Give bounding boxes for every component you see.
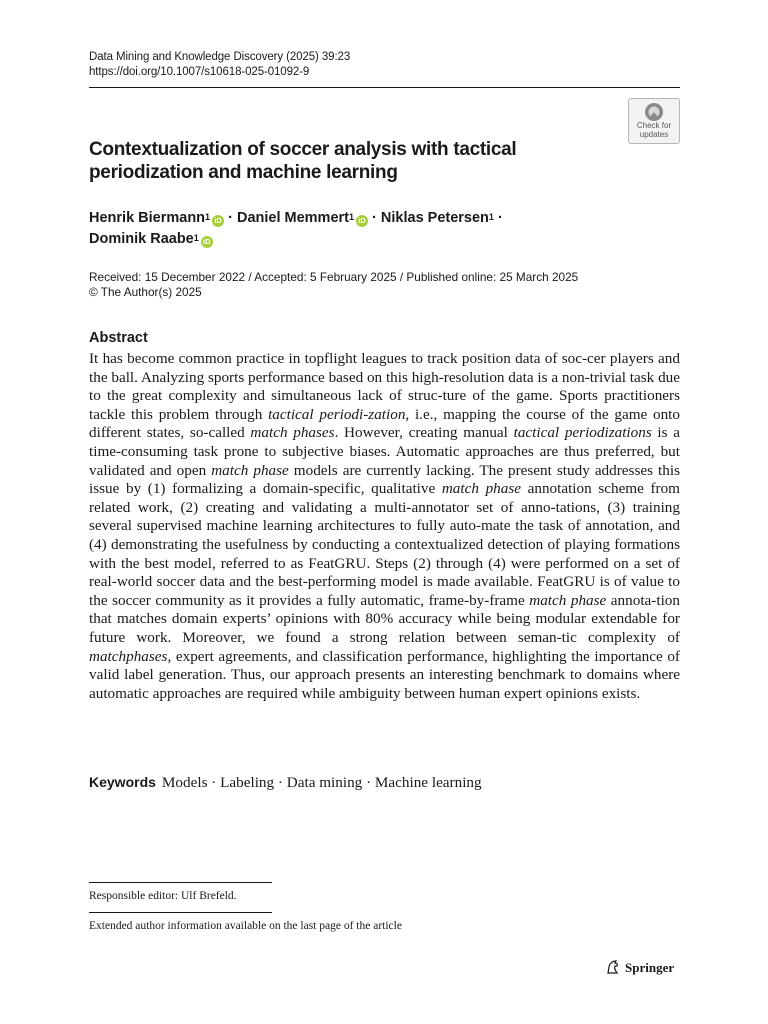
orcid-icon[interactable]: iD <box>356 215 368 227</box>
journal-citation: Data Mining and Knowledge Discovery (2025) 39:23 <box>89 51 351 63</box>
badge-label-2: updates <box>639 129 669 139</box>
keywords-label: Keywords <box>89 774 156 790</box>
publisher-name: Springer <box>625 960 675 975</box>
check-for-updates-icon <box>643 102 665 122</box>
author-separator: · <box>497 210 503 226</box>
badge-label-1: Check for <box>636 121 672 130</box>
author-line-1 <box>89 208 609 229</box>
author-line-2 <box>89 229 609 250</box>
history-line: Received: 15 December 2022 / Accepted: 5 February 2025 / Published online: 25 March 2025 <box>89 270 579 284</box>
affiliation-marker: 1 <box>348 212 354 222</box>
abstract-segment: , expert agreements, and classification performance, highlighting the importance of valid label generation. Thus, our approach presents an interesting benchmark to domains where automatic approaches are required while ambiguity between human expert opinions exists. <box>89 647 680 702</box>
footnote-rule <box>89 882 272 883</box>
abstract-term: matchphases <box>89 647 168 665</box>
orcid-icon[interactable]: iD <box>201 236 213 248</box>
abstract-heading: Abstract <box>89 330 148 346</box>
author-name: Daniel Memmert <box>236 210 349 226</box>
paper-title <box>89 138 609 184</box>
publication-dates <box>89 270 578 300</box>
copyright-line: © The Author(s) 2025 <box>89 285 202 299</box>
author-name: Henrik Biermann <box>89 210 206 226</box>
abstract-segment: annota-tion that matches domain experts’ opinions with 80% accuracy while being modular extendable for future work. Moreover, we found a strong relation between seman-tic complexity of <box>89 591 680 646</box>
abstract-segment: , i.e., mapping the course of the game onto different states, so-called <box>89 405 680 442</box>
editor-footnote: Responsible editor: Ulf Brefeld. <box>89 890 237 902</box>
check-for-updates-badge[interactable] <box>628 98 680 144</box>
author-name: Niklas Petersen <box>380 210 489 226</box>
abstract-segment: annotation scheme from related work, (2) creating and validating a multi-annotator set of anno-tations, (3) training several supervised machine learning architectures to fully auto-mate the task of annotation, and (4) demonstrating the usefulness by conducting a contextualized detection of playing formations with the best model, referred to as FeatGRU. Steps (2) through (4) were performed on a set of real-world soccer data and the best-performing model is made available. FeatGRU is of value to the soccer community as it provides a fully automatic, frame-by-frame <box>89 480 680 609</box>
author-separator: · <box>372 210 377 226</box>
abstract-text <box>89 350 680 703</box>
affiliation-marker: 1 <box>488 212 494 222</box>
author-info-footnote: Extended author information available on the last page of the article <box>89 920 402 932</box>
abstract-segment: It has become common practice in topflight leagues to track position data of soc-cer players and the ball. Analyzing sports performance based on this high-resolution data is a non-trivial task due to the great complexity and simultaneous lack of struc-ture of the game. Sports practitioners tackle this problem through <box>89 350 680 423</box>
author-separator: · <box>228 210 233 226</box>
title-line-1: Contextualization of soccer analysis with tactical <box>89 139 517 160</box>
orcid-icon[interactable]: iD <box>212 215 224 227</box>
abstract-term: match phases <box>250 424 335 442</box>
abstract-term: tactical periodi-zation <box>268 405 406 423</box>
springer-horse-icon <box>605 959 621 975</box>
springer-logo <box>605 959 674 976</box>
doi-link[interactable]: https://doi.org/10.1007/s10618-025-01092-9 <box>89 66 310 78</box>
abstract-segment: models are currently lacking. The present study addresses this issue by (1) formalizing a domain-specific, qualitative <box>89 461 680 498</box>
abstract-term: match phase <box>529 591 607 609</box>
abstract-term: tactical periodizations <box>513 424 652 442</box>
abstract-segment: . However, creating manual <box>334 424 514 442</box>
keywords <box>89 774 482 792</box>
footnote-rule <box>89 912 272 913</box>
title-line-2: periodization and machine learning <box>89 162 398 183</box>
abstract-term: match phase <box>441 480 521 498</box>
affiliation-marker: 1 <box>205 212 211 222</box>
header-rule <box>89 87 680 88</box>
author-name: Dominik Raabe <box>89 231 194 247</box>
affiliation-marker: 1 <box>193 233 199 243</box>
keywords-list: Models · Labeling · Data mining · Machine learning <box>161 774 482 791</box>
abstract-term: match phase <box>211 461 289 479</box>
author-list <box>89 208 609 250</box>
abstract-segment: is a time-consuming task prone to subjective biases. Automatic approaches are thus preferred, but validated and open <box>89 424 680 479</box>
